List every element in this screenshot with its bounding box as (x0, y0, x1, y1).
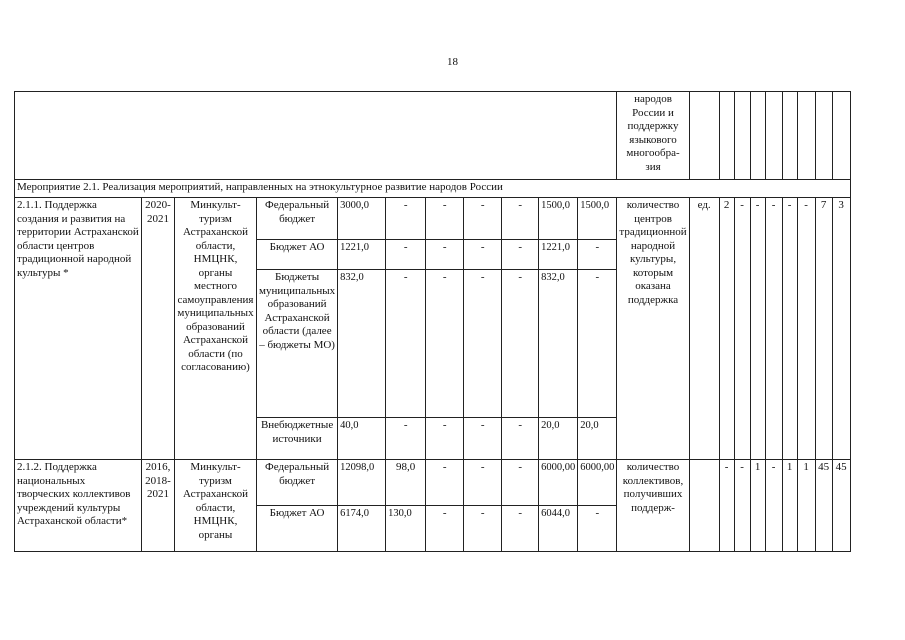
indicator-unit (689, 460, 719, 552)
funding-year: - (426, 460, 464, 506)
page-number: 18 (447, 56, 458, 68)
funding-source: Бюджеты муниципальных образований Астраханской области (далее – бюджеты МО) (257, 270, 338, 418)
funding-total: 12098,0 (338, 460, 386, 506)
funding-year: - (578, 240, 617, 270)
measure-name: 2.1.2. Поддержка национальных творческих коллективов учреждений культуры Астраханской области* (15, 460, 142, 552)
indicator-value: - (734, 198, 750, 460)
measure-years: 2016, 2018-2021 (142, 460, 175, 552)
funding-year: 20,0 (578, 418, 617, 460)
indicator-value: 3 (832, 198, 850, 460)
funding-year: - (578, 506, 617, 552)
indicator-text: количество центров традиционной народной культуры, которым оказана поддержка (617, 198, 689, 460)
indicator-value: - (782, 198, 797, 460)
continuation-row (15, 92, 851, 180)
funding-year: 20,0 (539, 418, 578, 460)
funding-total: 6174,0 (338, 506, 386, 552)
funding-year: 6000,00 (578, 460, 617, 506)
funding-total: 1221,0 (338, 240, 386, 270)
funding-year: 832,0 (539, 270, 578, 418)
indicator-value: - (765, 460, 782, 552)
indicator-value: 45 (815, 460, 832, 552)
table-row (15, 198, 851, 240)
funding-year: - (426, 506, 464, 552)
indicator-value: - (719, 460, 734, 552)
funding-year: 1221,0 (539, 240, 578, 270)
funding-year: - (464, 270, 502, 418)
funding-year: - (426, 240, 464, 270)
continuation-indicator: народов России и поддержку языкового многообра-зия (617, 92, 689, 180)
funding-year: - (386, 418, 426, 460)
funding-year: - (578, 270, 617, 418)
funding-year: 98,0 (386, 460, 426, 506)
funding-source: Бюджет АО (257, 240, 338, 270)
funding-total: 40,0 (338, 418, 386, 460)
measure-years: 2020-2021 (142, 198, 175, 460)
funding-year: - (502, 506, 539, 552)
continuation-blank (15, 92, 617, 180)
indicator-value: - (734, 460, 750, 552)
indicator-value: 2 (719, 198, 734, 460)
funding-year: 6000,00 (539, 460, 578, 506)
indicator-value: - (765, 198, 782, 460)
indicator-value: - (750, 198, 765, 460)
funding-source: Федеральный бюджет (257, 198, 338, 240)
section-heading: Мероприятие 2.1. Реализация мероприятий, направленных на этнокультурное развитие народов России (15, 180, 851, 198)
funding-year: - (464, 198, 502, 240)
measure-name: 2.1.1. Поддержка создания и развития на территории Астраханской области центров традиционной народной культуры * (15, 198, 142, 460)
funding-year: - (502, 460, 539, 506)
indicator-value: 1 (782, 460, 797, 552)
section-heading-row (15, 180, 851, 198)
funding-total: 832,0 (338, 270, 386, 418)
table-row (15, 460, 851, 506)
funding-year: - (502, 418, 539, 460)
program-table (14, 91, 851, 552)
funding-source: Внебюджетные источники (257, 418, 338, 460)
indicator-value: 45 (832, 460, 850, 552)
funding-year: - (464, 460, 502, 506)
funding-year: - (502, 270, 539, 418)
funding-source: Федеральный бюджет (257, 460, 338, 506)
funding-year: - (426, 198, 464, 240)
indicator-value: - (797, 198, 815, 460)
funding-year: - (464, 418, 502, 460)
funding-year: - (426, 418, 464, 460)
indicator-value: 7 (815, 198, 832, 460)
indicator-unit: ед. (689, 198, 719, 460)
funding-year: - (386, 198, 426, 240)
funding-year: - (386, 270, 426, 418)
funding-year: - (464, 506, 502, 552)
funding-source: Бюджет АО (257, 506, 338, 552)
indicator-value: 1 (797, 460, 815, 552)
funding-year: - (502, 198, 539, 240)
funding-year: 1500,0 (539, 198, 578, 240)
funding-year: - (426, 270, 464, 418)
indicator-value: 1 (750, 460, 765, 552)
measure-executor: Минкульт-туризм Астраханской области, НМЦНК, органы (175, 460, 257, 552)
funding-year: 130,0 (386, 506, 426, 552)
funding-year: 1500,0 (578, 198, 617, 240)
funding-year: - (464, 240, 502, 270)
indicator-text: количество коллективов, получивших поддерж- (617, 460, 689, 552)
funding-year: 6044,0 (539, 506, 578, 552)
funding-total: 3000,0 (338, 198, 386, 240)
funding-year: - (386, 240, 426, 270)
funding-year: - (502, 240, 539, 270)
measure-executor: Минкульт-туризм Астраханской области, НМЦНК, органы местного самоуправления муниципальных образований Астраханской области (по согласованию) (175, 198, 257, 460)
